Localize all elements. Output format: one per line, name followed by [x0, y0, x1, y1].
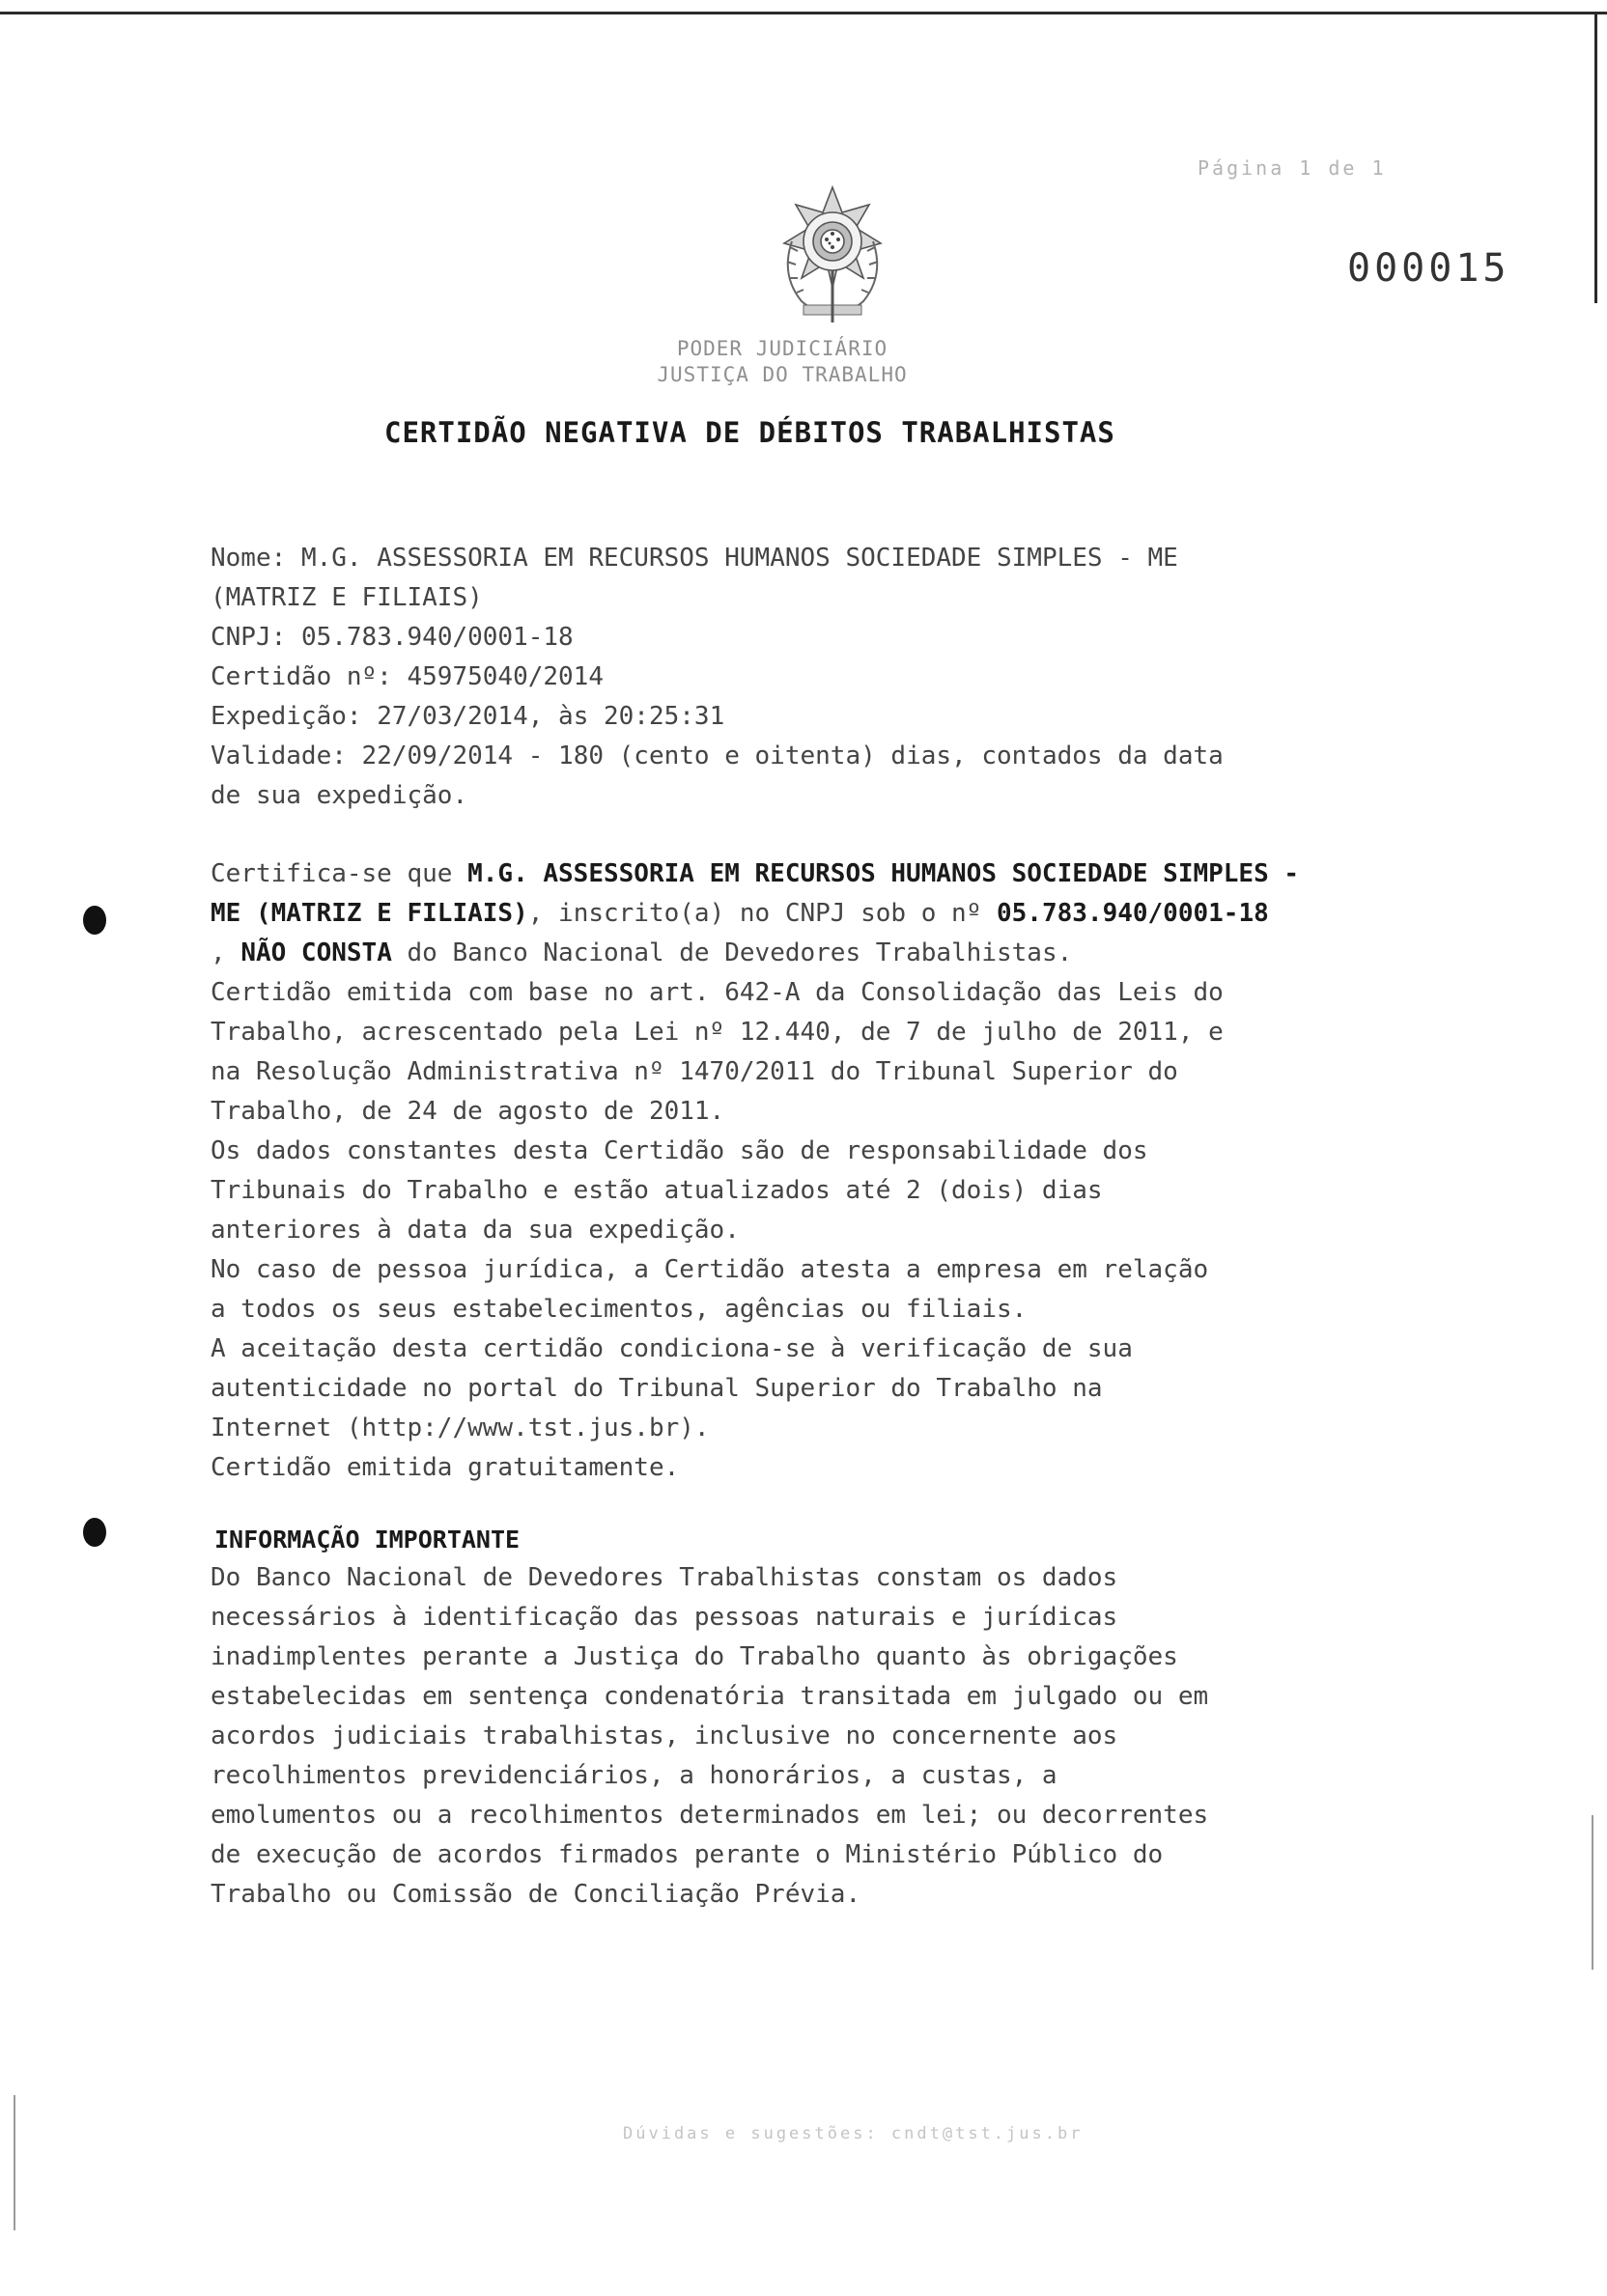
punch-hole-lower — [83, 1518, 106, 1547]
cert-text-line: A aceitação desta certidão condiciona-se à verificação de sua — [211, 1334, 1133, 1363]
brazil-coat-of-arms-icon — [763, 183, 903, 328]
cert-text-line: na Resolução Administrativa nº 1470/2011 do Tribunal Superior do — [211, 1057, 1178, 1086]
info-line: de execução de acordos firmados perante o Ministério Público do — [211, 1840, 1164, 1869]
info-line: estabelecidas em sentença condenatória transitada em julgado ou em — [211, 1682, 1209, 1711]
cert-text-line: Trabalho, de 24 de agosto de 2011. — [211, 1097, 725, 1126]
authority-line-1: PODER JUDICIÁRIO — [676, 337, 888, 360]
cert-line-1: Certifica-se que M.G. ASSESSORIA EM RECURSOS HUMANOS SOCIEDADE SIMPLES - — [211, 859, 1300, 888]
certificate-number-line: Certidão nº: 45975040/2014 — [211, 662, 604, 691]
name-line-2: (MATRIZ E FILIAIS) — [211, 583, 483, 612]
validity-value: 22/09/2014 - 180 (cento e oitenta) dias, contados da data — [361, 742, 1224, 770]
cert-line-3: , NÃO CONSTA do Banco Nacional de Devedores Trabalhistas. — [211, 938, 1073, 967]
status-result: NÃO CONSTA — [240, 938, 392, 967]
cert-text-line: autenticidade no portal do Tribunal Superior do Trabalho na — [211, 1374, 1103, 1403]
info-line: necessários à identificação das pessoas naturais e jurídicas — [211, 1603, 1118, 1632]
cert-text-line: Os dados constantes desta Certidão são de responsabilidade dos — [211, 1136, 1148, 1165]
scan-border-right — [1594, 14, 1597, 303]
scan-border-right-lower — [1592, 1815, 1593, 1970]
info-line: inadimplentes perante a Justiça do Trabalho quanto às obrigações — [211, 1642, 1178, 1671]
cert-text-line: anteriores à data da sua expedição. — [211, 1216, 740, 1245]
certification-block — [211, 854, 1466, 1488]
stamp-number: 000015 — [1347, 246, 1510, 291]
info-line: acordos judiciais trabalhistas, inclusive no concernente aos — [211, 1722, 1118, 1750]
authority-line-2: JUSTIÇA DO TRABALHO — [657, 363, 908, 386]
company-name: M.G. ASSESSORIA EM RECURSOS HUMANOS SOCIEDADE SIMPLES - ME — [300, 544, 1178, 573]
validity-line: Validade: 22/09/2014 - 180 (cento e oitenta) dias, contados da data — [211, 742, 1224, 770]
issue-date: 27/03/2014, às 20:25:31 — [377, 702, 725, 731]
cert-text-line: Internet (http://www.tst.jus.br). — [211, 1414, 710, 1442]
cert-text-line: a todos os seus estabelecimentos, agências ou filiais. — [211, 1295, 1028, 1324]
punch-hole-upper — [83, 906, 106, 935]
cert-text-line: No caso de pessoa jurídica, a Certidão atesta a empresa em relação — [211, 1255, 1209, 1284]
cert-text-line: Certidão emitida gratuitamente. — [211, 1453, 680, 1482]
page-number-label: Página 1 de 1 — [1198, 156, 1387, 180]
info-line: Trabalho ou Comissão de Conciliação Prévia. — [211, 1880, 861, 1909]
issue-date-line: Expedição: 27/03/2014, às 20:25:31 — [211, 702, 725, 731]
scan-border-left-lower — [14, 2095, 15, 2230]
cert-text-line: Trabalho, acrescentado pela Lei nº 12.440, de 7 de julho de 2011, e — [211, 1018, 1224, 1047]
cert-text-line: Certidão emitida com base no art. 642-A da Consolidação das Leis do — [211, 978, 1224, 1007]
info-line: Do Banco Nacional de Devedores Trabalhistas constam os dados — [211, 1563, 1118, 1592]
validity-line-2: de sua expedição. — [211, 781, 468, 810]
important-info-block — [211, 1558, 1466, 1915]
cnpj-line: CNPJ: 05.783.940/0001-18 — [211, 623, 574, 652]
issuing-authority — [579, 336, 985, 388]
important-info-heading: INFORMAÇÃO IMPORTANTE — [214, 1526, 521, 1554]
certificate-number: 45975040/2014 — [407, 662, 604, 691]
info-line: recolhimentos previdenciários, a honorários, a custas, a — [211, 1761, 1057, 1790]
info-line: emolumentos ou a recolhimentos determinados em lei; ou decorrentes — [211, 1801, 1209, 1830]
scan-border-top — [0, 12, 1607, 14]
footer-contact: Dúvidas e sugestões: cndt@tst.jus.br — [623, 2124, 1084, 2143]
cert-line-2: ME (MATRIZ E FILIAIS), inscrito(a) no CNPJ sob o nº 05.783.940/0001-18 — [211, 899, 1269, 928]
cnpj-value: 05.783.940/0001-18 — [300, 623, 574, 652]
document-title: CERTIDÃO NEGATIVA DE DÉBITOS TRABALHISTAS — [384, 416, 1115, 449]
identification-block — [211, 539, 1466, 816]
cert-text-line: Tribunais do Trabalho e estão atualizados até 2 (dois) dias — [211, 1176, 1103, 1205]
name-line: Nome: M.G. ASSESSORIA EM RECURSOS HUMANOS SOCIEDADE SIMPLES - ME — [211, 544, 1178, 573]
